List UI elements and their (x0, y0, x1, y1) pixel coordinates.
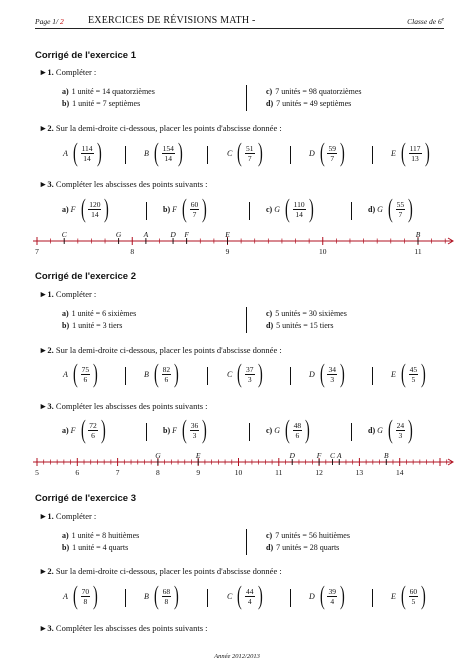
page-footer: Année 2012/2013 (214, 653, 260, 660)
ex1-q2-sep (290, 146, 291, 164)
ex2-q2-sep (290, 367, 291, 385)
ex2-q1-item-d: d) 5 unités = 15 tiers (266, 321, 334, 330)
axis-tick-label: 9 (196, 468, 201, 477)
ex3-q2-sep (290, 589, 291, 607)
point-label: E (225, 230, 230, 239)
ex2-point-b: B ( $\frac{82}{6}$ ) (144, 359, 179, 388)
ex1-q1-divider (246, 85, 247, 111)
ex3-point-a: A ( $\frac{70}{8}$ ) (63, 581, 98, 610)
axis-tick-label: 9 (225, 247, 230, 256)
header-rule (35, 28, 444, 29)
axis-tick-label: 13 (355, 468, 364, 477)
ex1-q3-item-b: b) F ( $\frac{60}{7}$ ) (163, 194, 207, 223)
point-label: G (115, 230, 122, 239)
ex3-q1-item-c: c) 7 unités = 56 huitièmes (266, 531, 350, 540)
ex2-q1-item-b: b) 1 unité = 3 tiers (62, 321, 123, 330)
ex1-point-e: E ( $\frac{117}{13}$ ) (391, 138, 430, 167)
ex2-q2-prompt: ►2. Sur la demi-droite ci-dessous, placer les points d'abscisse donnée : (39, 345, 282, 355)
ex2-q3-item-d: d) G ( $\frac{24}{3}$ ) (368, 415, 413, 444)
ex2-point-c: C ( $\frac{37}{3}$ ) (227, 359, 263, 388)
ex1-q2-prompt: ►2. Sur la demi-droite ci-dessous, placer les points d'abscisse donnée : (39, 123, 282, 133)
axis-tick-label: 5 (35, 468, 39, 477)
ex1-q2-sep (207, 146, 208, 164)
ex1-q3-sep (146, 202, 147, 220)
ex2-q3-prompt: ►3. Compléter les abscisses des points suivants : (39, 401, 208, 411)
exercise-2-title: Corrigé de l'exercice 2 (35, 271, 137, 282)
ex2-q2-sep (207, 367, 208, 385)
ex2-q3-item-b: b) F ( $\frac{36}{3}$ ) (163, 415, 207, 444)
ex3-q2-sep (125, 589, 126, 607)
point-label: F (316, 451, 322, 460)
ex1-q3-item-c: c) G ( $\frac{110}{14}$ ) (266, 194, 314, 223)
axis-tick-label: 8 (130, 247, 135, 256)
ex3-q1-item-b: b) 1 unité = 4 quarts (62, 543, 129, 552)
ex1-q3-item-d: d) G ( $\frac{55}{7}$ ) (368, 194, 413, 223)
ex2-point-d: D ( $\frac{34}{3}$ ) (309, 359, 345, 388)
point-label: B (383, 451, 389, 460)
ex1-q2-sep (125, 146, 126, 164)
axis-tick-label: 10 (234, 468, 243, 477)
ex1-q1-item-c: c) 7 unités = 98 quatorzièmes (266, 87, 362, 96)
ex2-q1-prompt: ►1. Compléter : (39, 289, 97, 299)
axis-tick-label: 8 (156, 468, 160, 477)
ex1-q1-item-a: a) 1 unité = 14 quatorzièmes (62, 87, 155, 96)
ex1-q3-sep (249, 202, 250, 220)
ex1-q3-item-a: a) F ( $\frac{120}{14}$ ) (62, 194, 110, 223)
point-label: D (170, 230, 176, 239)
ex3-q2-sep (372, 589, 373, 607)
ex3-q1-prompt: ►1. Compléter : (39, 511, 97, 521)
ex2-number-line (0, 449, 474, 479)
ex1-q2-sep (372, 146, 373, 164)
ex3-q2-prompt: ►2. Sur la demi-droite ci-dessous, placer les points d'abscisse donnée : (39, 566, 282, 576)
axis-tick-label: 7 (115, 468, 120, 477)
ex1-number-line (0, 228, 474, 258)
ex1-point-d: D ( $\frac{59}{7}$ ) (309, 138, 345, 167)
ex2-q2-sep (372, 367, 373, 385)
class-label: Classe de 6e (407, 17, 444, 26)
point-label: A (143, 230, 149, 239)
axis-tick-label: 11 (414, 247, 422, 256)
point-label: E (195, 451, 201, 460)
point-label: A (336, 451, 342, 460)
exercise-1-title: Corrigé de l'exercice 1 (35, 50, 137, 61)
point-label: C (61, 230, 67, 239)
point-label: C (330, 451, 336, 460)
ex2-q3-item-c: c) G ( $\frac{48}{6}$ ) (266, 415, 310, 444)
ex1-point-b: B ( $\frac{154}{14}$ ) (144, 138, 183, 167)
axis-tick-label: 12 (315, 468, 323, 477)
ex2-q3-sep (351, 423, 352, 441)
ex2-q3-sep (146, 423, 147, 441)
ex2-q3-sep (249, 423, 250, 441)
ex1-q1-item-b: b) 1 unité = 7 septièmes (62, 99, 141, 108)
axis-tick-label: 11 (275, 468, 283, 477)
ex2-q1-divider (246, 307, 247, 333)
ex1-point-a: A ( $\frac{114}{14}$ ) (63, 138, 102, 167)
axis-tick-label: 14 (395, 468, 404, 477)
ex1-q3-prompt: ►3. Compléter les abscisses des points suivants : (39, 179, 208, 189)
page-header (0, 13, 474, 29)
ex3-q1-item-a: a) 1 unité = 8 huitièmes (62, 531, 140, 540)
ex3-q2-sep (207, 589, 208, 607)
ex2-q3-item-a: a) F ( $\frac{72}{6}$ ) (62, 415, 106, 444)
ex1-q1-prompt: ►1. Compléter : (39, 67, 97, 77)
ex3-q1-item-d: d) 7 unités = 28 quarts (266, 543, 340, 552)
ex2-point-a: A ( $\frac{75}{6}$ ) (63, 359, 98, 388)
point-label: B (415, 230, 421, 239)
point-label: G (155, 451, 161, 460)
ex1-q3-sep (351, 202, 352, 220)
ex3-point-b: B ( $\frac{68}{8}$ ) (144, 581, 179, 610)
ex2-q1-item-a: a) 1 unité = 6 sixièmes (62, 309, 137, 318)
ex3-q3-prompt: ►3. Compléter les abscisses des points suivants : (39, 623, 208, 633)
document-title: EXERCICES DE RÉVISIONS MATH - (88, 15, 256, 26)
ex1-point-c: C ( $\frac{51}{7}$ ) (227, 138, 263, 167)
ex3-q1-divider (246, 529, 247, 555)
ex3-point-c: C ( $\frac{44}{4}$ ) (227, 581, 263, 610)
ex3-point-e: E ( $\frac{60}{5}$ ) (391, 581, 426, 610)
page-indicator: Page 1/ 2 (35, 17, 64, 26)
ex2-q1-item-c: c) 5 unités = 30 sixièmes (266, 309, 347, 318)
point-label: F (184, 230, 189, 239)
ex2-q2-sep (125, 367, 126, 385)
ex2-point-e: E ( $\frac{45}{5}$ ) (391, 359, 426, 388)
ex1-q1-item-d: d) 7 unités = 49 septièmes (266, 99, 352, 108)
axis-tick-label: 7 (35, 247, 39, 256)
axis-tick-label: 10 (319, 247, 327, 256)
ex3-point-d: D ( $\frac{39}{4}$ ) (309, 581, 345, 610)
point-label: D (289, 451, 295, 460)
exercise-3-title: Corrigé de l'exercice 3 (35, 493, 137, 504)
axis-tick-label: 6 (75, 468, 80, 477)
